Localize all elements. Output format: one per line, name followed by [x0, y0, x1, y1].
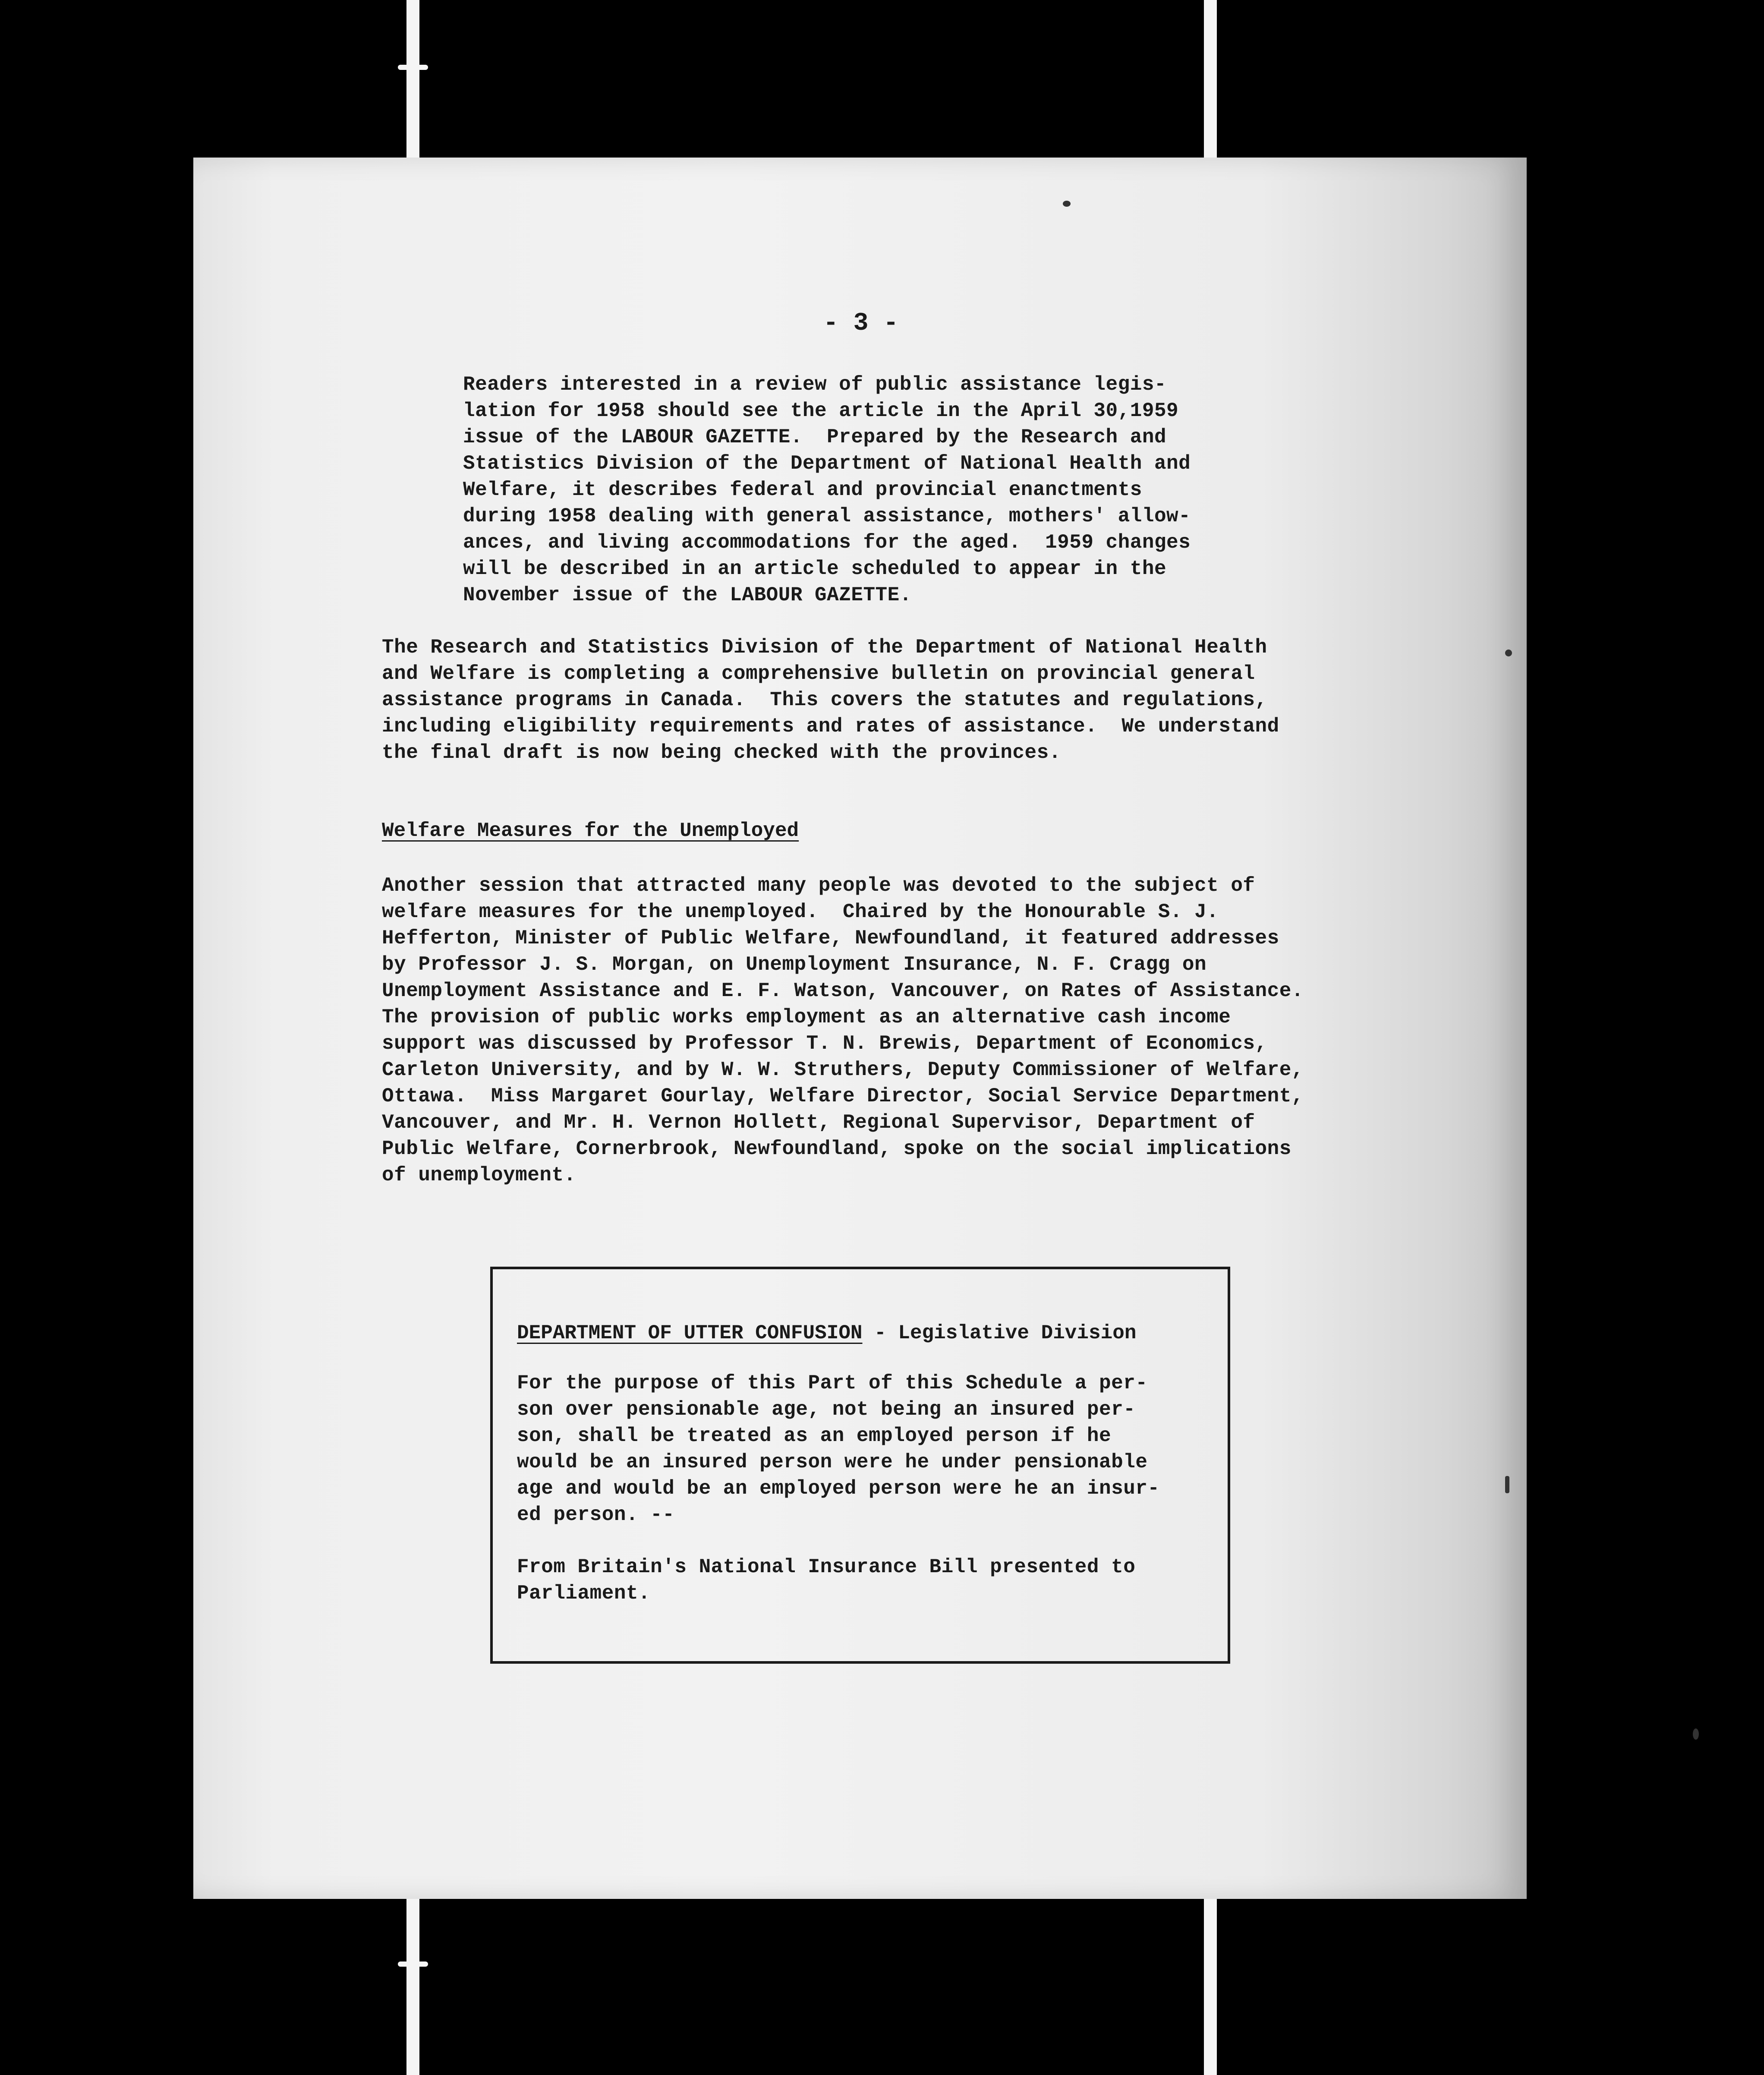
paragraph-unemployed-session-line: Carleton University, and by W. W. Struthers, Deputy Commissioner of Welfare,	[382, 1059, 1304, 1081]
paragraph-unemployed-session-line: Unemployment Assistance and E. F. Watson, Vancouver, on Rates of Assistance.	[382, 980, 1304, 1002]
quote-text-line: son, shall be treated as an employed person if he	[517, 1425, 1112, 1447]
paragraph-unemployed-session-line: Vancouver, and Mr. H. Vernon Hollett, Regional Supervisor, Department of	[382, 1111, 1255, 1134]
document-page	[193, 158, 1527, 1899]
quote-text	[517, 1370, 1160, 1528]
quote-box-title	[517, 1320, 1136, 1347]
quote-text-line: son over pensionable age, not being an insured per-	[517, 1398, 1136, 1421]
paragraph-unemployed-session-line: Another session that attracted many people was devoted to the subject of	[382, 874, 1255, 897]
quote-source	[517, 1554, 1135, 1607]
film-stripe-left-bottom	[406, 1899, 419, 2075]
quote-source-line: From Britain's National Insurance Bill presented to	[517, 1556, 1136, 1578]
quote-text-line: ed person. --	[517, 1504, 675, 1526]
paragraph-unemployed-session-line: Ottawa. Miss Margaret Gourlay, Welfare Director, Social Service Department,	[382, 1085, 1304, 1107]
paragraph-research-bulletin-line: The Research and Statistics Division of the Department of National Health	[382, 636, 1267, 659]
film-stripe-left-top	[406, 0, 419, 158]
section-heading: Welfare Measures for the Unemployed	[382, 820, 799, 842]
paragraph-unemployed-session-line: by Professor J. S. Morgan, on Unemployment Insurance, N. F. Cragg on	[382, 953, 1207, 976]
quote-text-line: For the purpose of this Part of this Schedule a per-	[517, 1372, 1148, 1394]
paragraph-research-bulletin-line: the final draft is now being checked with the provinces.	[382, 741, 1061, 764]
paragraph-labour-gazette-line: will be described in an article scheduled to appear in the	[463, 558, 1167, 580]
paragraph-unemployed-session	[382, 873, 1304, 1189]
paragraph-labour-gazette-line: Statistics Division of the Department of National Health and	[463, 452, 1191, 475]
paragraph-unemployed-session-line: welfare measures for the unemployed. Chaired by the Honourable S. J.	[382, 901, 1219, 923]
film-notch	[398, 1961, 428, 1967]
paragraph-labour-gazette-line: during 1958 dealing with general assistance, mothers' allow-	[463, 505, 1191, 527]
paragraph-labour-gazette-line: lation for 1958 should see the article in the April 30,1959	[463, 400, 1179, 422]
film-stripe-right-bottom	[1204, 1892, 1217, 2075]
film-notch	[398, 65, 428, 70]
quote-box-title-rest: - Legislative Division	[862, 1322, 1137, 1344]
quote-text-line: would be an insured person were he under pensionable	[517, 1451, 1148, 1473]
page-number: - 3 -	[823, 309, 899, 337]
film-speck	[1505, 650, 1512, 656]
paragraph-unemployed-session-line: support was discussed by Professor T. N. Brewis, Department of Economics,	[382, 1032, 1267, 1055]
paragraph-labour-gazette-line: ances, and living accommodations for the aged. 1959 changes	[463, 531, 1191, 554]
paragraph-unemployed-session-line: of unemployment.	[382, 1164, 576, 1186]
paragraph-unemployed-session-line: Hefferton, Minister of Public Welfare, Newfoundland, it featured addresses	[382, 927, 1279, 949]
film-speck	[1693, 1728, 1699, 1740]
quote-box	[490, 1267, 1230, 1664]
paragraph-unemployed-session-line: Public Welfare, Cornerbrook, Newfoundland, spoke on the social implications	[382, 1138, 1292, 1160]
paragraph-research-bulletin	[382, 634, 1279, 766]
film-speck	[1505, 1476, 1509, 1493]
paragraph-research-bulletin-line: including eligibility requirements and rates of assistance. We understand	[382, 715, 1279, 738]
film-stripe-right-top	[1204, 0, 1217, 160]
quote-source-line: Parliament.	[517, 1582, 651, 1605]
film-speck	[1063, 201, 1071, 207]
paragraph-labour-gazette-line: November issue of the LABOUR GAZETTE.	[463, 584, 912, 606]
paragraph-labour-gazette-line: issue of the LABOUR GAZETTE. Prepared by the Research and	[463, 426, 1167, 448]
paragraph-labour-gazette	[463, 372, 1191, 609]
quote-box-title-underlined: DEPARTMENT OF UTTER CONFUSION	[517, 1322, 863, 1344]
paragraph-labour-gazette-line: Welfare, it describes federal and provincial enanctments	[463, 479, 1142, 501]
paragraph-labour-gazette-line: Readers interested in a review of public assistance legis-	[463, 373, 1167, 396]
paragraph-research-bulletin-line: and Welfare is completing a comprehensive bulletin on provincial general	[382, 662, 1255, 685]
paragraph-unemployed-session-line: The provision of public works employment as an alternative cash income	[382, 1006, 1231, 1028]
quote-text-line: age and would be an employed person were he an insur-	[517, 1477, 1160, 1500]
paragraph-research-bulletin-line: assistance programs in Canada. This covers the statutes and regulations,	[382, 689, 1267, 711]
